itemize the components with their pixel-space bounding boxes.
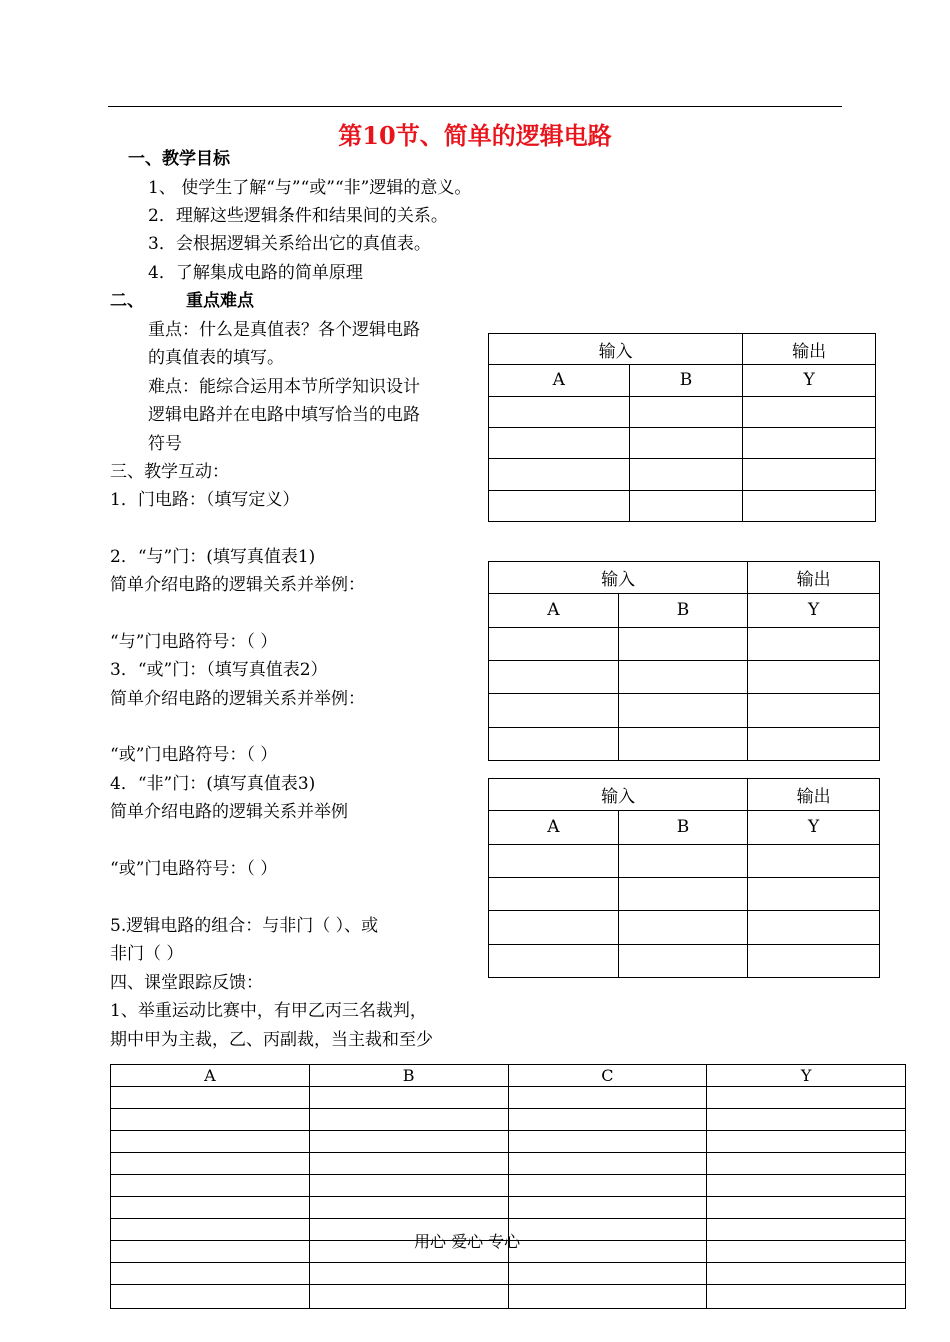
- output-header: 输出: [748, 779, 880, 811]
- truth-table-1: [488, 333, 876, 522]
- or-gate-title: 3．“或”门：（填写真值表2）: [110, 660, 328, 680]
- cell[interactable]: [618, 660, 748, 693]
- cell[interactable]: [629, 490, 743, 521]
- cell[interactable]: [707, 1153, 906, 1175]
- cell[interactable]: [489, 427, 630, 458]
- key-point-line-2: 的真值表的填写。: [148, 348, 284, 368]
- cell[interactable]: [743, 490, 876, 521]
- cell[interactable]: [748, 877, 880, 910]
- or-gate-symbol: “或”门电路符号：（ ）: [110, 745, 278, 765]
- cell[interactable]: [489, 694, 619, 727]
- col-b: B: [618, 811, 748, 844]
- cell[interactable]: [309, 1263, 508, 1285]
- difficulty-line-1: 难点：能综合运用本节所学知识设计: [148, 377, 420, 397]
- gate-definition: 1．门电路：（填写定义）: [110, 490, 300, 510]
- cell[interactable]: [111, 1131, 310, 1153]
- difficulty-line-3: 符号: [148, 434, 182, 454]
- col-y: Y: [748, 811, 880, 844]
- cell[interactable]: [508, 1285, 707, 1309]
- cell[interactable]: [618, 844, 748, 877]
- cell[interactable]: [707, 1087, 906, 1109]
- input-header: 输入: [489, 562, 748, 594]
- gate-combination: 5.逻辑电路的组合：与非门（ ）、或: [110, 916, 379, 936]
- cell[interactable]: [618, 627, 748, 660]
- cell[interactable]: [111, 1109, 310, 1131]
- cell[interactable]: [111, 1263, 310, 1285]
- page-footer: 用心 爱心 专心: [414, 1232, 521, 1251]
- cell[interactable]: [743, 459, 876, 490]
- exercise-line-2: 期中甲为主裁，乙、丙副裁，当主裁和至少: [110, 1030, 433, 1050]
- cell[interactable]: [489, 877, 619, 910]
- col-b: B: [629, 365, 743, 396]
- cell[interactable]: [489, 844, 619, 877]
- cell[interactable]: [707, 1219, 906, 1241]
- not-gate-symbol: “或”门电路符号：（ ）: [110, 859, 278, 879]
- cell[interactable]: [489, 490, 630, 521]
- cell[interactable]: [508, 1197, 707, 1219]
- cell[interactable]: [309, 1197, 508, 1219]
- cell[interactable]: [508, 1109, 707, 1131]
- exercise-truth-table: [110, 1064, 906, 1309]
- input-header: 输入: [489, 779, 748, 811]
- cell[interactable]: [508, 1263, 707, 1285]
- objective-2: 2．理解这些逻辑条件和结果间的关系。: [148, 206, 448, 226]
- or-gate-intro: 简单介绍电路的逻辑关系并举例：: [110, 689, 365, 709]
- objective-3: 3．会根据逻辑关系给出它的真值表。: [148, 234, 431, 254]
- section-2-heading: 重点难点: [186, 291, 254, 311]
- col-y: Y: [743, 365, 876, 396]
- col-b: B: [309, 1065, 508, 1087]
- cell[interactable]: [707, 1109, 906, 1131]
- cell[interactable]: [508, 1219, 707, 1241]
- cell[interactable]: [111, 1153, 310, 1175]
- col-c: C: [508, 1065, 707, 1087]
- col-a: A: [489, 594, 619, 627]
- cell[interactable]: [748, 627, 880, 660]
- cell[interactable]: [743, 396, 876, 427]
- cell[interactable]: [629, 427, 743, 458]
- cell[interactable]: [309, 1175, 508, 1197]
- cell[interactable]: [748, 911, 880, 944]
- cell[interactable]: [309, 1109, 508, 1131]
- cell[interactable]: [309, 1285, 508, 1309]
- input-header: 输入: [489, 334, 743, 365]
- cell[interactable]: [111, 1219, 310, 1241]
- section-2-number: 二、: [110, 291, 144, 311]
- cell[interactable]: [111, 1175, 310, 1197]
- cell[interactable]: [748, 694, 880, 727]
- cell[interactable]: [309, 1131, 508, 1153]
- not-gate-intro: 简单介绍电路的逻辑关系并举例: [110, 802, 348, 822]
- cell[interactable]: [111, 1285, 310, 1309]
- col-y: Y: [748, 594, 880, 627]
- cell[interactable]: [618, 694, 748, 727]
- section-3-heading: 三、教学互动：: [110, 462, 229, 482]
- cell[interactable]: [618, 877, 748, 910]
- truth-table-2: [488, 561, 880, 761]
- key-point-line-1: 重点：什么是真值表？各个逻辑电路: [148, 320, 420, 340]
- cell[interactable]: [748, 727, 880, 760]
- cell[interactable]: [618, 727, 748, 760]
- cell[interactable]: [707, 1131, 906, 1153]
- cell[interactable]: [629, 396, 743, 427]
- cell[interactable]: [748, 660, 880, 693]
- cell[interactable]: [707, 1263, 906, 1285]
- col-y: Y: [707, 1065, 906, 1087]
- section-1-heading: 一、教学目标: [128, 149, 230, 169]
- cell[interactable]: [309, 1087, 508, 1109]
- cell[interactable]: [489, 660, 619, 693]
- cell[interactable]: [111, 1087, 310, 1109]
- cell[interactable]: [489, 944, 619, 977]
- col-b: B: [618, 594, 748, 627]
- cell[interactable]: [489, 727, 619, 760]
- col-a: A: [489, 811, 619, 844]
- cell[interactable]: [111, 1197, 310, 1219]
- not-gate-title: 4．“非”门：(填写真值表3): [110, 774, 316, 794]
- cell[interactable]: [508, 1131, 707, 1153]
- section-4-heading: 四、课堂跟踪反馈：: [110, 973, 263, 993]
- cell[interactable]: [707, 1175, 906, 1197]
- col-a: A: [111, 1065, 310, 1087]
- and-gate-symbol: “与”门电路符号：（ ）: [110, 632, 278, 652]
- and-gate-intro: 简单介绍电路的逻辑关系并举例：: [110, 575, 365, 595]
- cell[interactable]: [489, 627, 619, 660]
- page-title: 第10节、简单的逻辑电路: [338, 121, 612, 150]
- cell[interactable]: [508, 1175, 707, 1197]
- cell[interactable]: [111, 1241, 310, 1263]
- objective-4: 4．了解集成电路的简单原理: [148, 263, 363, 283]
- objective-1: 1、 使学生了解“与”“或”“非”逻辑的意义。: [148, 178, 472, 198]
- cell[interactable]: [618, 911, 748, 944]
- cell[interactable]: [508, 1241, 707, 1263]
- cell[interactable]: [707, 1241, 906, 1263]
- cell[interactable]: [743, 427, 876, 458]
- cell[interactable]: [707, 1197, 906, 1219]
- cell[interactable]: [618, 944, 748, 977]
- cell[interactable]: [748, 844, 880, 877]
- difficulty-line-2: 逻辑电路并在电路中填写恰当的电路: [148, 405, 420, 425]
- col-a: A: [489, 365, 630, 396]
- gate-combination-cont: 非门（ ）: [110, 944, 184, 964]
- cell[interactable]: [508, 1087, 707, 1109]
- cell[interactable]: [748, 944, 880, 977]
- output-header: 输出: [748, 562, 880, 594]
- truth-table-3: [488, 778, 880, 978]
- cell[interactable]: [309, 1153, 508, 1175]
- exercise-line-1: 1、举重运动比赛中，有甲乙丙三名裁判，: [110, 1001, 427, 1021]
- header-rule: [108, 106, 842, 107]
- cell[interactable]: [489, 396, 630, 427]
- cell[interactable]: [707, 1285, 906, 1309]
- cell[interactable]: [489, 911, 619, 944]
- cell[interactable]: [508, 1153, 707, 1175]
- output-header: 输出: [743, 334, 876, 365]
- cell[interactable]: [629, 459, 743, 490]
- cell[interactable]: [489, 459, 630, 490]
- and-gate-title: 2．“与”门：(填写真值表1): [110, 547, 316, 567]
